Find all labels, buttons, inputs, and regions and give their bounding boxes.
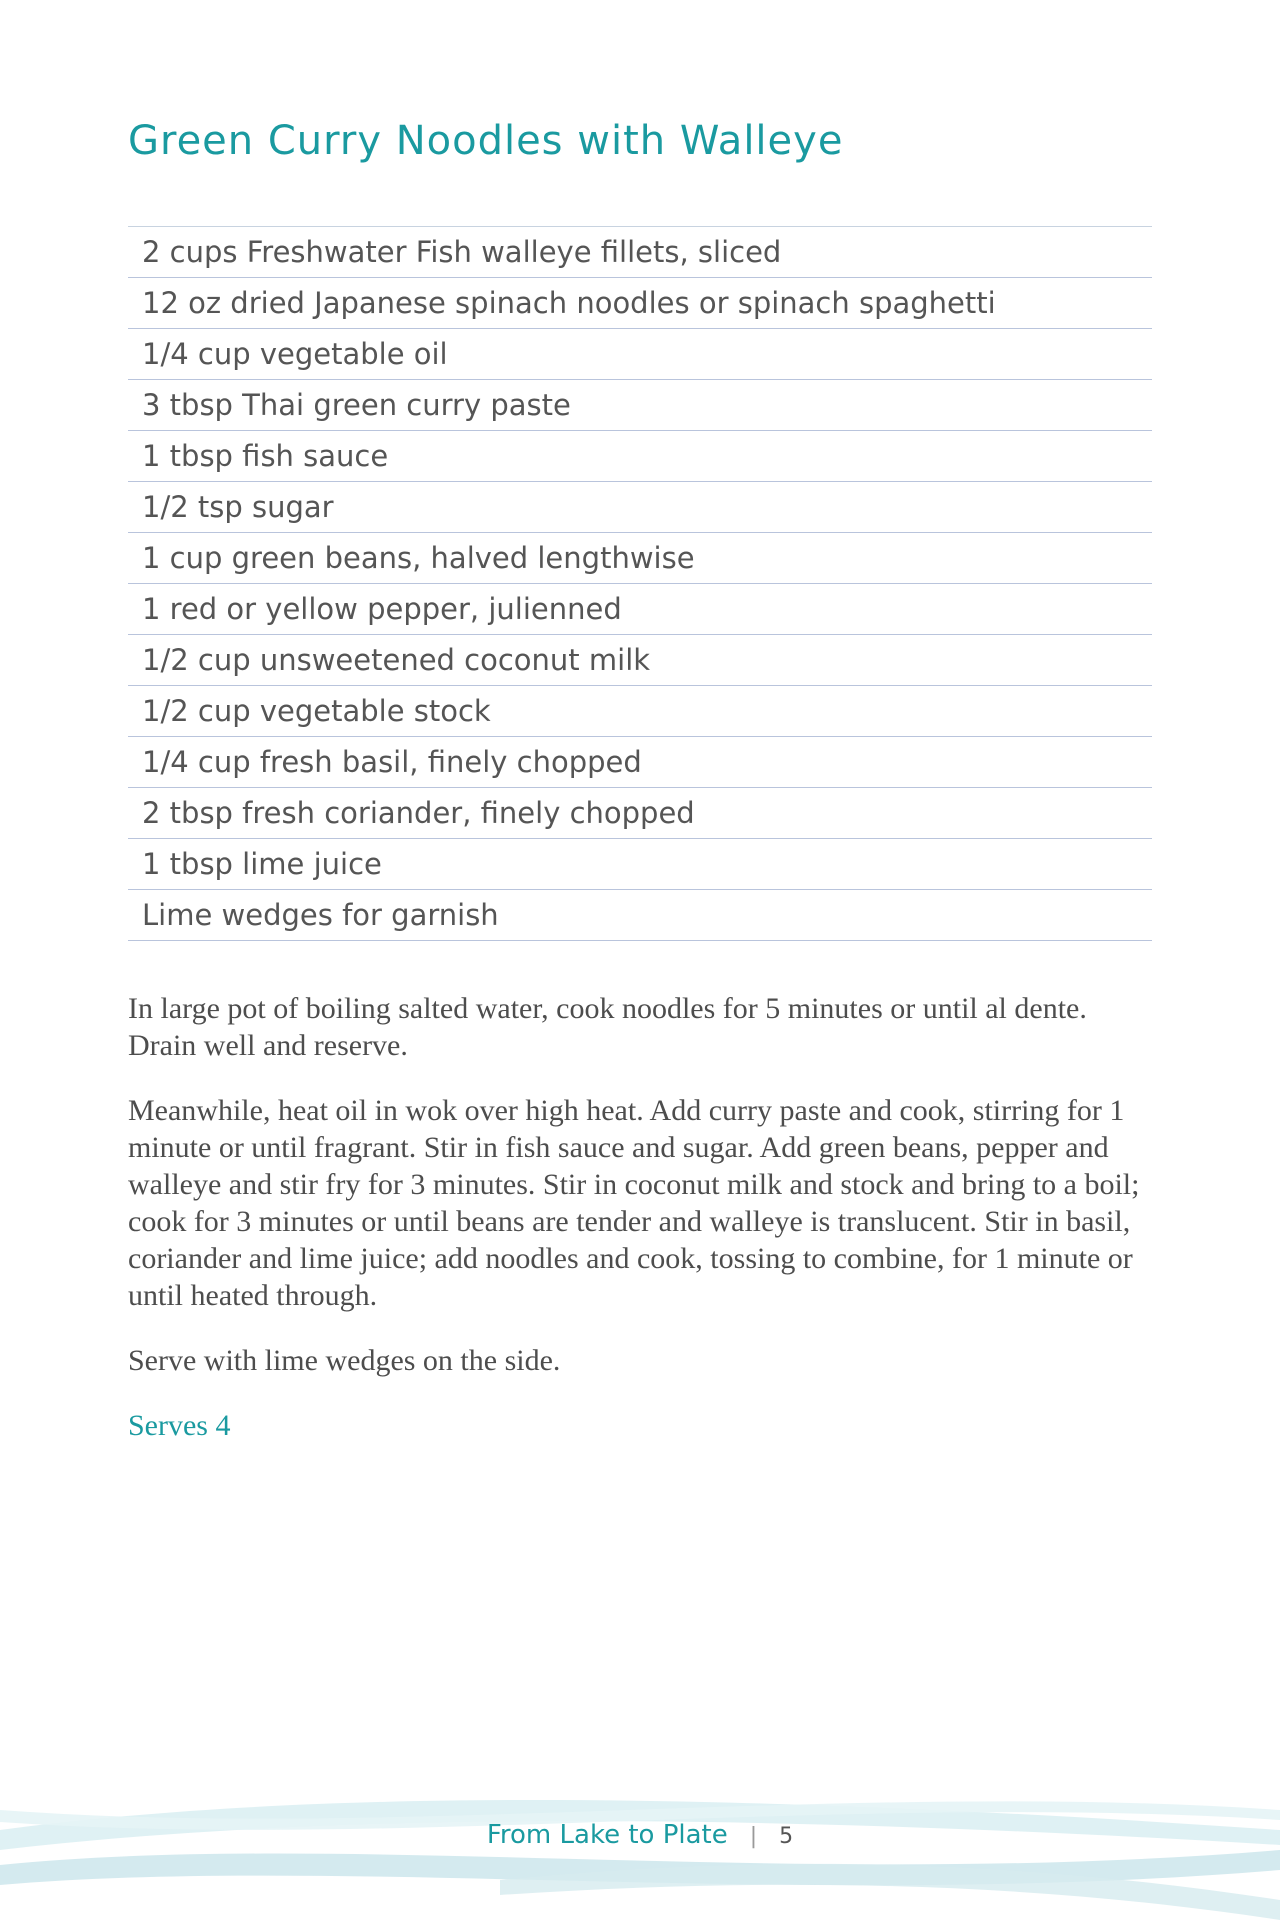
page-footer bbox=[0, 1820, 1280, 1850]
method-step: In large pot of boiling salted water, cook noodles for 5 minutes or until al dente. Drain well and reserve. bbox=[128, 992, 1087, 1062]
book-title: From Lake to Plate bbox=[486, 1820, 728, 1850]
ingredient-item: 1/2 cup unsweetened coconut milk bbox=[128, 635, 1152, 686]
ingredient-item: Lime wedges for garnish bbox=[128, 890, 1152, 941]
method-step: Meanwhile, heat oil in wok over high heat. Add curry paste and cook, stirring for 1 minute or until fragrant. Stir in fish sauce and sugar. Add green beans, pepper and walleye and stir fry for 3 minutes. Stir in coconut milk and stock and bring to a boil; cook for 3 minutes or until beans are tender and walleye is translucent. Stir in basil, coriander and lime juice; add noodles and cook, tossing to combine, for 1 minute or until heated through. bbox=[128, 1094, 1140, 1312]
ingredient-item: 1 red or yellow pepper, julienned bbox=[128, 584, 1152, 635]
ingredient-item: 1 cup green beans, halved lengthwise bbox=[128, 533, 1152, 584]
ingredient-item: 1/4 cup fresh basil, finely chopped bbox=[128, 737, 1152, 788]
page-number: 5 bbox=[779, 1824, 794, 1849]
method-step: Serve with lime wedges on the side. bbox=[128, 1344, 561, 1377]
ingredient-item: 1/2 tsp sugar bbox=[128, 482, 1152, 533]
ingredient-item: 3 tbsp Thai green curry paste bbox=[128, 380, 1152, 431]
ingredient-list bbox=[128, 226, 1152, 941]
ingredient-item: 2 cups Freshwater Fish walleye fillets, sliced bbox=[128, 227, 1152, 278]
ingredient-item: 1 tbsp fish sauce bbox=[128, 431, 1152, 482]
ingredient-item: 1/2 cup vegetable stock bbox=[128, 686, 1152, 737]
recipe-method bbox=[128, 990, 1148, 1472]
ingredient-item: 2 tbsp fresh coriander, finely chopped bbox=[128, 788, 1152, 839]
ingredient-item: 1/4 cup vegetable oil bbox=[128, 329, 1152, 380]
recipe-title: Green Curry Noodles with Walleye bbox=[128, 118, 844, 164]
ingredient-item: 12 oz dried Japanese spinach noodles or spinach spaghetti bbox=[128, 278, 1152, 329]
footer-separator: | bbox=[749, 1824, 758, 1849]
ingredient-item: 1 tbsp lime juice bbox=[128, 839, 1152, 890]
serves-note: Serves 4 bbox=[128, 1409, 231, 1442]
